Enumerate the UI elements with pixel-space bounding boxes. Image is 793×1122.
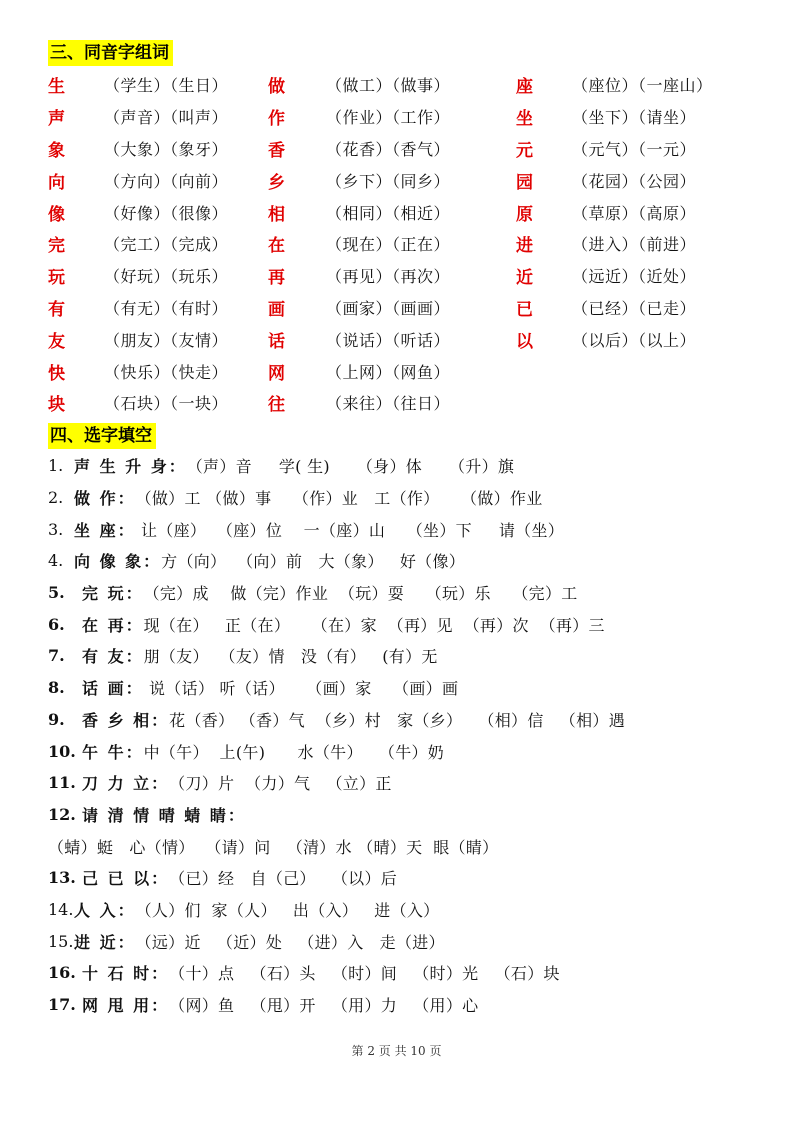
fill-content: 说（话） 听（话） （画）家 （画）画 [143,679,459,699]
homophone-char: 作 [268,109,285,130]
section-3-heading: 三、同音字组词 [48,40,173,66]
homophone-words: （进入）（前进） [572,235,697,255]
homophone-words: （已经）（已走） [572,298,697,318]
homophone-words: （好玩）（玩乐） [104,267,229,287]
homophone-char: 再 [268,268,285,289]
target-chars: 十 石 时： [82,964,170,984]
row-number: 10. [48,741,76,761]
fill-content: （十）点 （石）头 （时）间 （时）光 （石）块 [169,964,560,984]
fill-content: （人）们 家（人） 出（入） 进（入） [135,900,440,920]
homophone-words: （说话）（听话） [326,330,451,350]
target-chars: 请 清 情 晴 蜻 睛： [82,805,246,825]
target-chars: 话 画： [82,679,144,699]
fill-row [48,482,768,514]
homophone-char: 在 [268,236,285,257]
homophone-char: 像 [48,204,65,225]
fill-content: 现（在） 正（在） （在）家 （再）见 （再）次 （再）三 [143,615,605,635]
homophone-char: 香 [268,140,285,161]
fill-in-list [48,450,768,1020]
homophone-char: 向 [48,172,65,193]
homophone-words: （乡下）（同乡） [326,171,451,191]
target-chars: 香 乡 相： [82,710,170,730]
row-number: 15. [48,931,74,951]
fill-content: 朋（友） （友）情 没（有） (有）无 [143,647,438,667]
fill-row [48,450,768,482]
row-number: 7. [48,646,65,666]
target-chars: 坐 座： [74,520,136,540]
homophone-char: 原 [516,204,533,225]
homophone-char: 玩 [48,268,65,289]
homophone-words: （学生）（生日） [104,76,229,96]
homophone-char: 近 [516,268,533,289]
fill-content: （声）音 学( 生) （身）体 （升）旗 [186,457,515,477]
homophone-char: 象 [48,140,65,161]
row-number: 1. [48,456,64,476]
homophone-words: （上网）（网鱼） [326,362,451,382]
homophone-char: 声 [48,109,65,130]
fill-row [48,704,768,736]
homophone-char: 园 [516,172,533,193]
homophone-words: （坐下）（请坐） [572,108,697,128]
target-chars: 向 像 象： [74,552,162,572]
row-number: 13. [48,868,76,888]
fill-row [48,767,768,799]
homophone-char: 完 [48,236,65,257]
fill-row [48,640,768,672]
fill-row [48,513,768,545]
fill-row [48,735,768,767]
target-chars: 进 近： [74,932,136,952]
target-chars: 在 再： [82,615,144,635]
homophone-char: 往 [268,395,285,416]
homophone-words: （座位）（一座山） [572,76,713,96]
row-number: 2. [48,488,64,508]
target-chars: 有 友： [82,647,144,667]
homophone-words: （作业）（工作） [326,108,451,128]
fill-row [48,925,768,957]
homophone-char: 话 [268,331,285,352]
homophone-words: （有无）（有时） [104,298,229,318]
homophone-words: （来往）（往日） [326,394,451,414]
row-number: 6. [48,614,65,634]
fill-content: 让（座） （座）位 一（座）山 （坐）下 请（坐） [135,520,565,540]
homophone-char: 网 [268,363,285,384]
homophone-words: （好像）（很像） [104,203,229,223]
fill-content: （做）工 （做）事 （作）业 工（作） （做）作业 [135,489,543,509]
homophone-char: 进 [516,236,533,257]
homophone-char: 元 [516,140,533,161]
row-number: 17. [48,995,76,1015]
homophone-char: 做 [268,77,285,98]
target-chars: 声 生 升 身： [74,457,187,477]
homophone-words: （声音）（叫声） [104,108,229,128]
homophone-char: 快 [48,363,65,384]
homophone-words: （朋友）（友情） [104,330,229,350]
target-chars: 刀 力 立： [82,774,170,794]
target-chars: 午 牛： [82,742,144,762]
homophone-words: （方向）（向前） [104,171,229,191]
row-number: 5. [48,583,65,603]
row-number: 11. [48,773,76,793]
target-chars: 人 入： [74,900,136,920]
homophone-words: （快乐）（快走） [104,362,229,382]
homophone-char: 相 [268,204,285,225]
homophone-char: 已 [516,299,533,320]
fill-content: （远）近 （近）处 （进）入 走（进） [135,932,445,952]
fill-row [48,608,768,640]
homophone-words: （再见）（再次） [326,267,451,287]
homophone-words: （相同）（相近） [326,203,451,223]
homophone-words: （元气）（一元） [572,139,697,159]
homophone-words: （草原）（高原） [572,203,697,223]
target-chars: 网 甩 用： [82,996,170,1016]
row-number: 14. [48,899,74,919]
fill-content: 花（香） （香）气 （乡）村 家（乡） （相）信 （相）遇 [169,710,625,730]
target-chars: 做 作： [74,489,136,509]
row-number: 16. [48,963,76,983]
homophone-words: （大象）（象牙） [104,139,229,159]
homophone-char: 乡 [268,172,285,193]
homophone-words: （现在）（正在） [326,235,451,255]
homophone-words: （以后）（以上） [572,330,697,350]
homophone-char: 有 [48,299,65,320]
fill-row [48,830,768,862]
homophone-words: （做工）（做事） [326,76,451,96]
row-number: 9. [48,709,65,729]
fill-content: （完）成 做（完）作业 （玩）耍 （玩）乐 （完）工 [143,584,578,604]
homophone-char: 坐 [516,109,533,130]
fill-row [48,862,768,894]
fill-content: （网）鱼 （甩）开 （用）力 （用）心 [169,996,479,1016]
homophone-char: 座 [516,77,533,98]
fill-row [48,545,768,577]
target-chars: 己 已 以： [82,869,170,889]
row-number: 12. [48,804,76,824]
fill-content: 方（向） （向）前 大（象） 好（像） [161,552,466,572]
fill-content: （已）经 自（己） （以）后 [169,869,398,889]
homophone-words: （石块）（一块） [104,394,229,414]
fill-row [48,957,768,989]
fill-row [48,672,768,704]
homophone-words: （远近）（近处） [572,267,697,287]
homophone-words: （花香）（香气） [326,139,451,159]
page-footer: 第 2 页 共 10 页 [351,1044,442,1058]
homophone-char: 生 [48,77,65,98]
homophone-words: （花园）（公园） [572,171,697,191]
target-chars: 完 玩： [82,584,144,604]
fill-content: （刀）片 （力）气 （立）正 [169,774,392,794]
fill-content: 中（午） 上(午) 水（牛） （牛）奶 [143,742,445,762]
homophone-char: 画 [268,299,285,320]
homophone-words: （完工）（完成） [104,235,229,255]
section-4-heading: 四、选字填空 [48,423,156,449]
fill-row [48,799,768,831]
fill-row [48,989,768,1021]
row-number: 8. [48,678,65,698]
fill-content: （蜻）蜓 心（情） （请）问 （清）水 （晴）天 眼（睛） [48,837,499,857]
row-number: 4. [48,551,64,571]
homophone-char: 友 [48,331,65,352]
fill-row [48,894,768,926]
homophone-char: 块 [48,395,65,416]
homophone-char: 以 [516,331,533,352]
homophone-words: （画家）（画画） [326,298,451,318]
fill-row [48,577,768,609]
row-number: 3. [48,519,64,539]
